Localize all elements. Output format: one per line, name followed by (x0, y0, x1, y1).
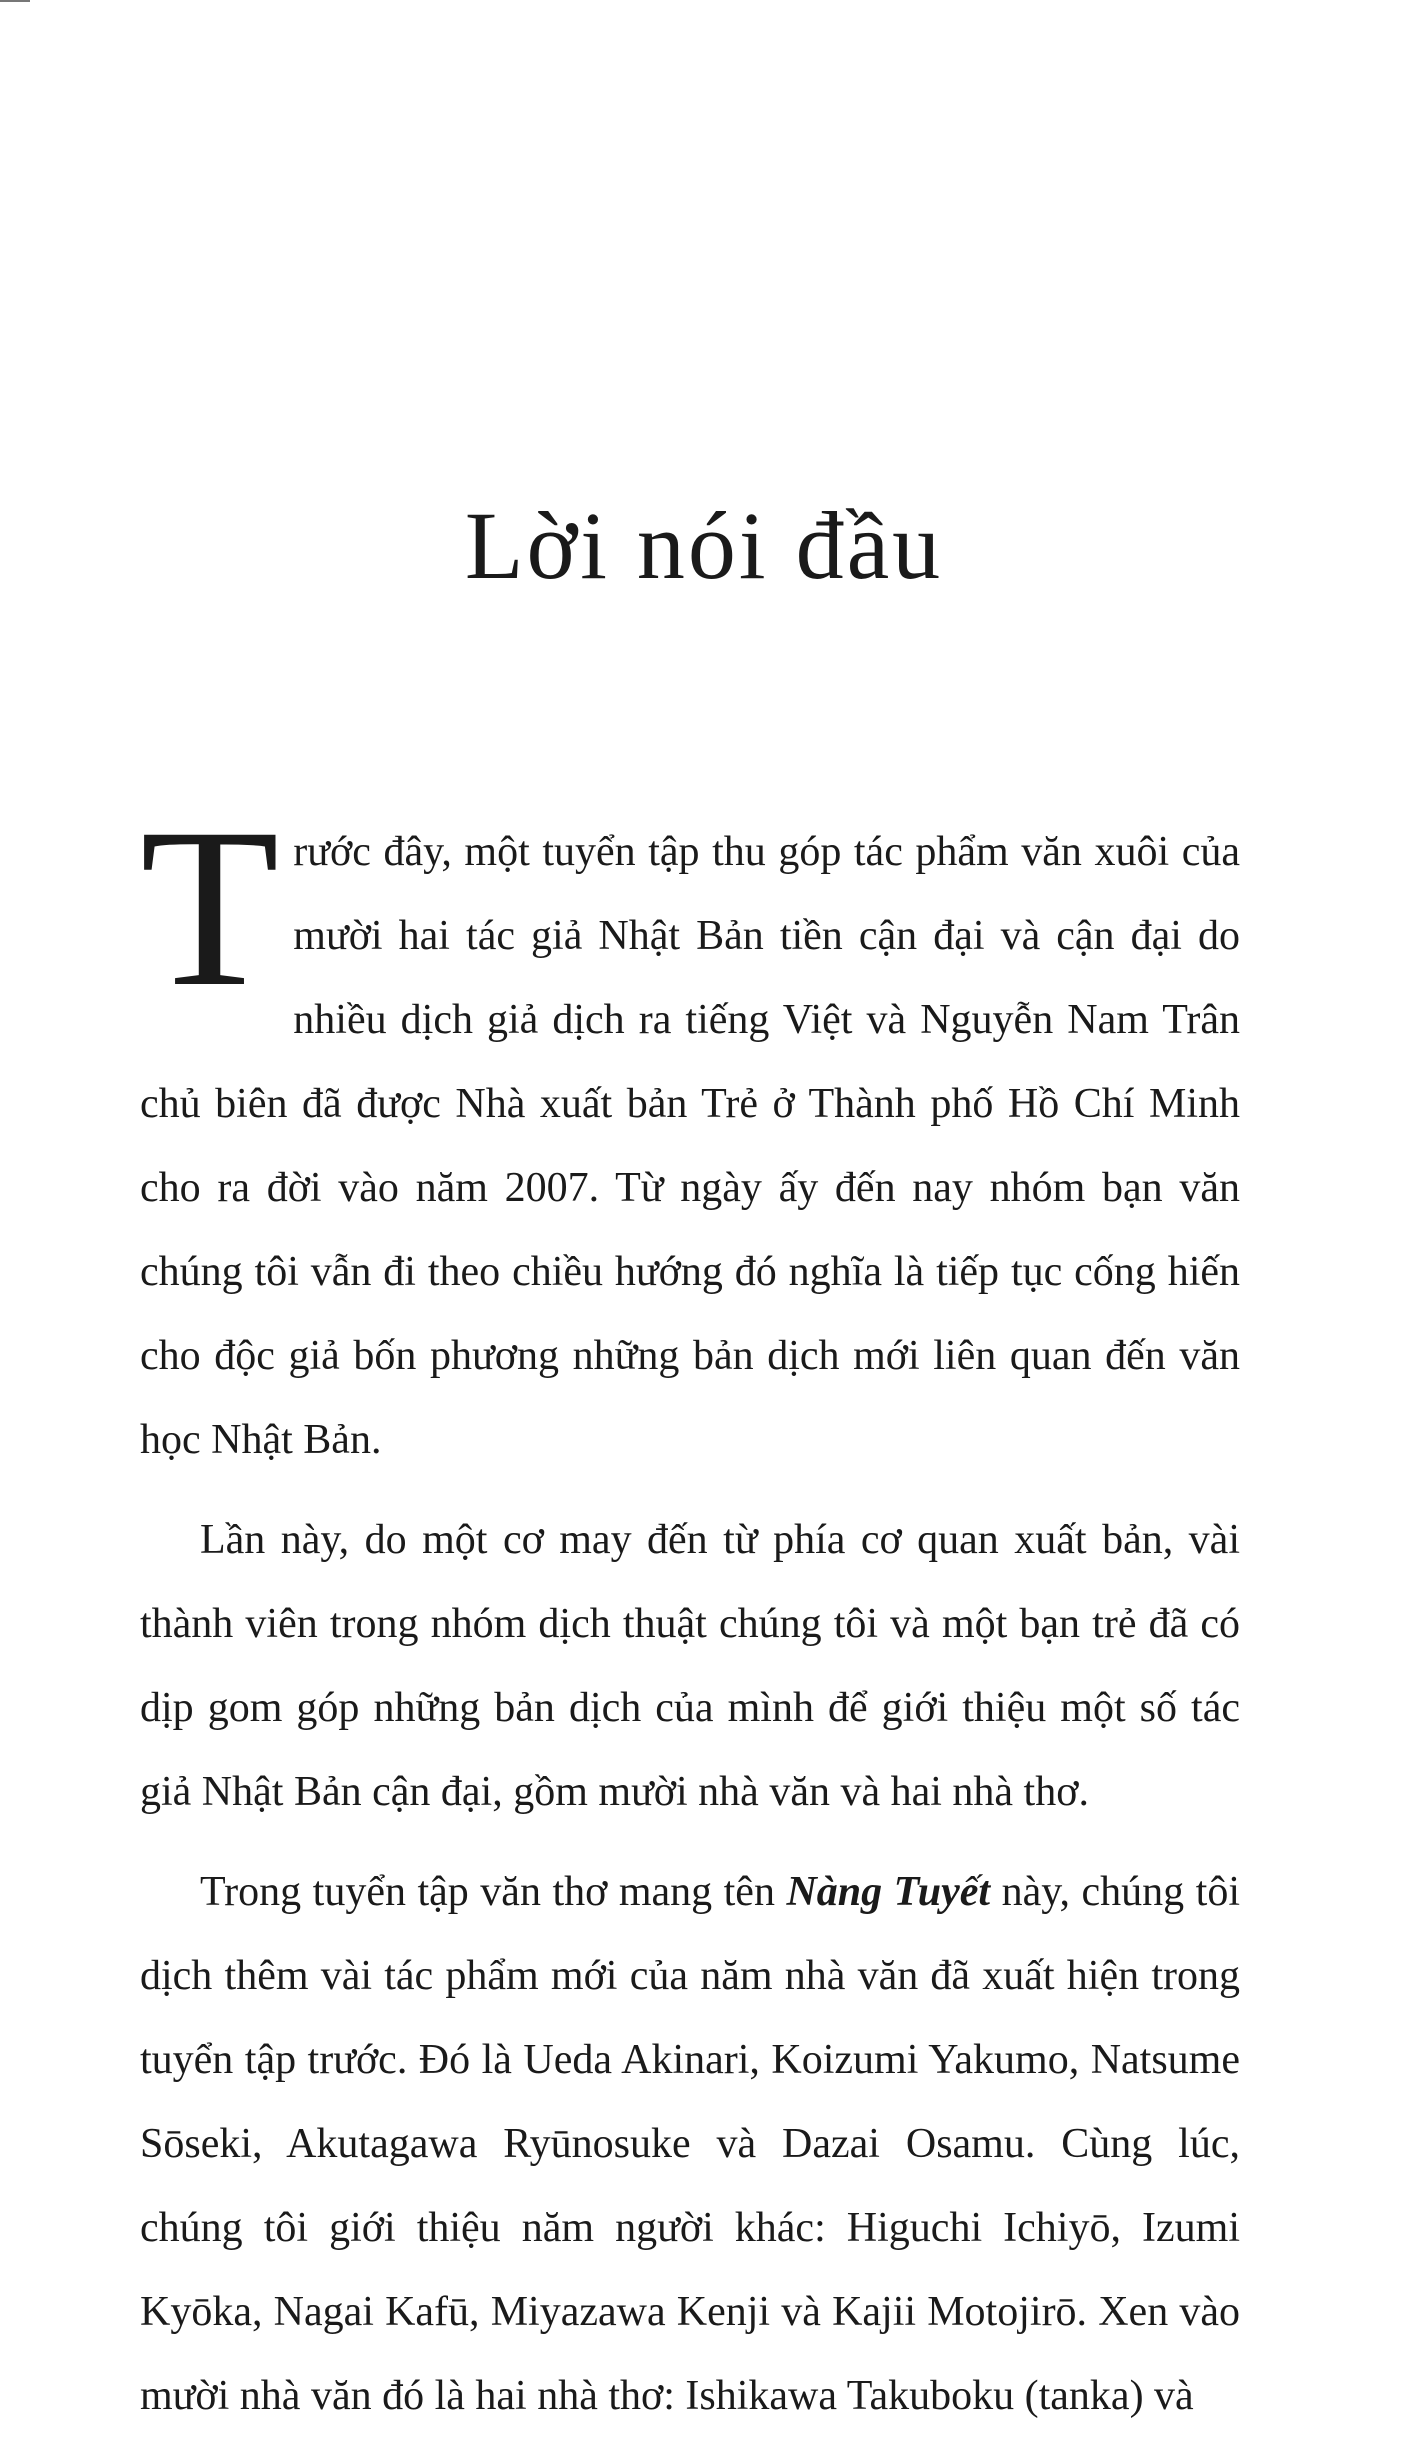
paragraph-1-text: rước đây, một tuyển tập thu góp tác phẩm văn xuôi của mười hai tác giả Nhật Bản tiền cận đại và cận đại do nhiều dịch giả dịch ra tiếng Việt và Nguyễn Nam Trân chủ biên đã được Nhà xuất bản Trẻ ở Thành phố Hồ Chí Minh cho ra đời vào năm 2007. Từ ngày ấy đến nay nhóm bạn văn chúng tôi vẫn đi theo chiều hướng đó nghĩa là tiếp tục cống hiến cho độc giả bốn phương những bản dịch mới liên quan đến văn học Nhật Bản. (140, 829, 1240, 1463)
book-title-emphasis: Nàng Tuyết (786, 1869, 991, 1915)
page-title: Lời nói đầu (464, 492, 944, 599)
paragraph-3 (140, 1850, 1240, 2438)
paragraph-2: Lần này, do một cơ may đến từ phía cơ quan xuất bản, vài thành viên trong nhóm dịch thuật chúng tôi và một bạn trẻ đã có dịp gom góp những bản dịch của mình để giới thiệu một số tác giả Nhật Bản cận đại, gồm mười nhà văn và hai nhà thơ. (140, 1517, 1240, 1815)
body-text (140, 782, 1240, 2454)
drop-cap: T (140, 782, 280, 1034)
paragraph-1 (140, 782, 1240, 1482)
paragraph-3-before: Trong tuyển tập văn thơ mang tên (200, 1869, 787, 1915)
page-edge-mark (0, 0, 30, 2)
paragraph-3-after: này, chúng tôi dịch thêm vài tác phẩm mới của năm nhà văn đã xuất hiện trong tuyển tập trước. Đó là Ueda Akinari, Koizumi Yakumo, Natsume Sōseki, Akutagawa Ryūnosuke và Dazai Osamu. Cùng lúc, chúng tôi giới thiệu năm người khác: Higuchi Ichiyō, Izumi Kyōka, Nagai Kafū, Miyazawa Kenji và Kajii Motojirō. Xen vào mười nhà văn đó là hai nhà thơ: Ishikawa Takuboku (tanka) và (140, 1869, 1240, 2419)
